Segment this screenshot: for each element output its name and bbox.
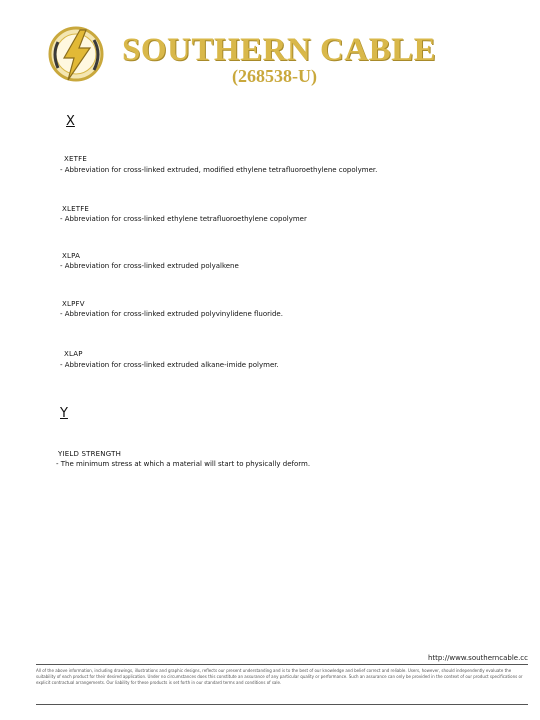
section-letter-x: X <box>66 114 75 129</box>
website-link[interactable]: http://www.southerncable.cc <box>427 654 528 662</box>
lightning-bolt-emblem-icon <box>46 22 106 86</box>
glossary-definition: - Abbreviation for cross-linked extruded, modified ethylene tetrafluoroethylene copolymer. <box>60 166 378 174</box>
glossary-term: XLAP <box>64 350 83 358</box>
glossary-definition: - Abbreviation for cross-linked extruded alkane-imide polymer. <box>60 361 279 369</box>
footer-disclaimer: All of the above information, including drawings, illustrations and graphic designs, reflects our present understanding and is to the best of our knowledge and belief correct and reliable. Users, however, should independently evaluate the suitability of each product for their desired application. Under no circumstances does this constitute an assurance of any particular quality or performance. Such an assurance can only be provided in the context of our product specifications or explicit contractual arrangements. Our liability for these products is set forth in our standard terms and conditions of sale. <box>36 668 523 686</box>
glossary-definition: - Abbreviation for cross-linked ethylene tetrafluoroethylene copolymer <box>60 215 307 223</box>
company-registration: (268538-U) <box>232 66 317 86</box>
glossary-definition: - The minimum stress at which a material will start to physically deform. <box>56 460 311 468</box>
glossary-definition: - Abbreviation for cross-linked extruded polyvinylidene fluoride. <box>60 310 283 318</box>
glossary-term: YIELD STRENGTH <box>58 450 122 458</box>
section-letter-y: Y <box>60 406 68 421</box>
glossary-term: XETFE <box>64 155 87 163</box>
glossary-term: XLPA <box>62 252 81 260</box>
footer-divider-bottom <box>36 704 528 705</box>
company-name: SOUTHERN CABLE <box>122 32 437 68</box>
glossary-term: XLETFE <box>62 205 90 213</box>
glossary-definition: - Abbreviation for cross-linked extruded polyalkene <box>60 262 239 270</box>
glossary-term: XLPFV <box>62 300 85 308</box>
footer-divider-top <box>36 664 528 665</box>
